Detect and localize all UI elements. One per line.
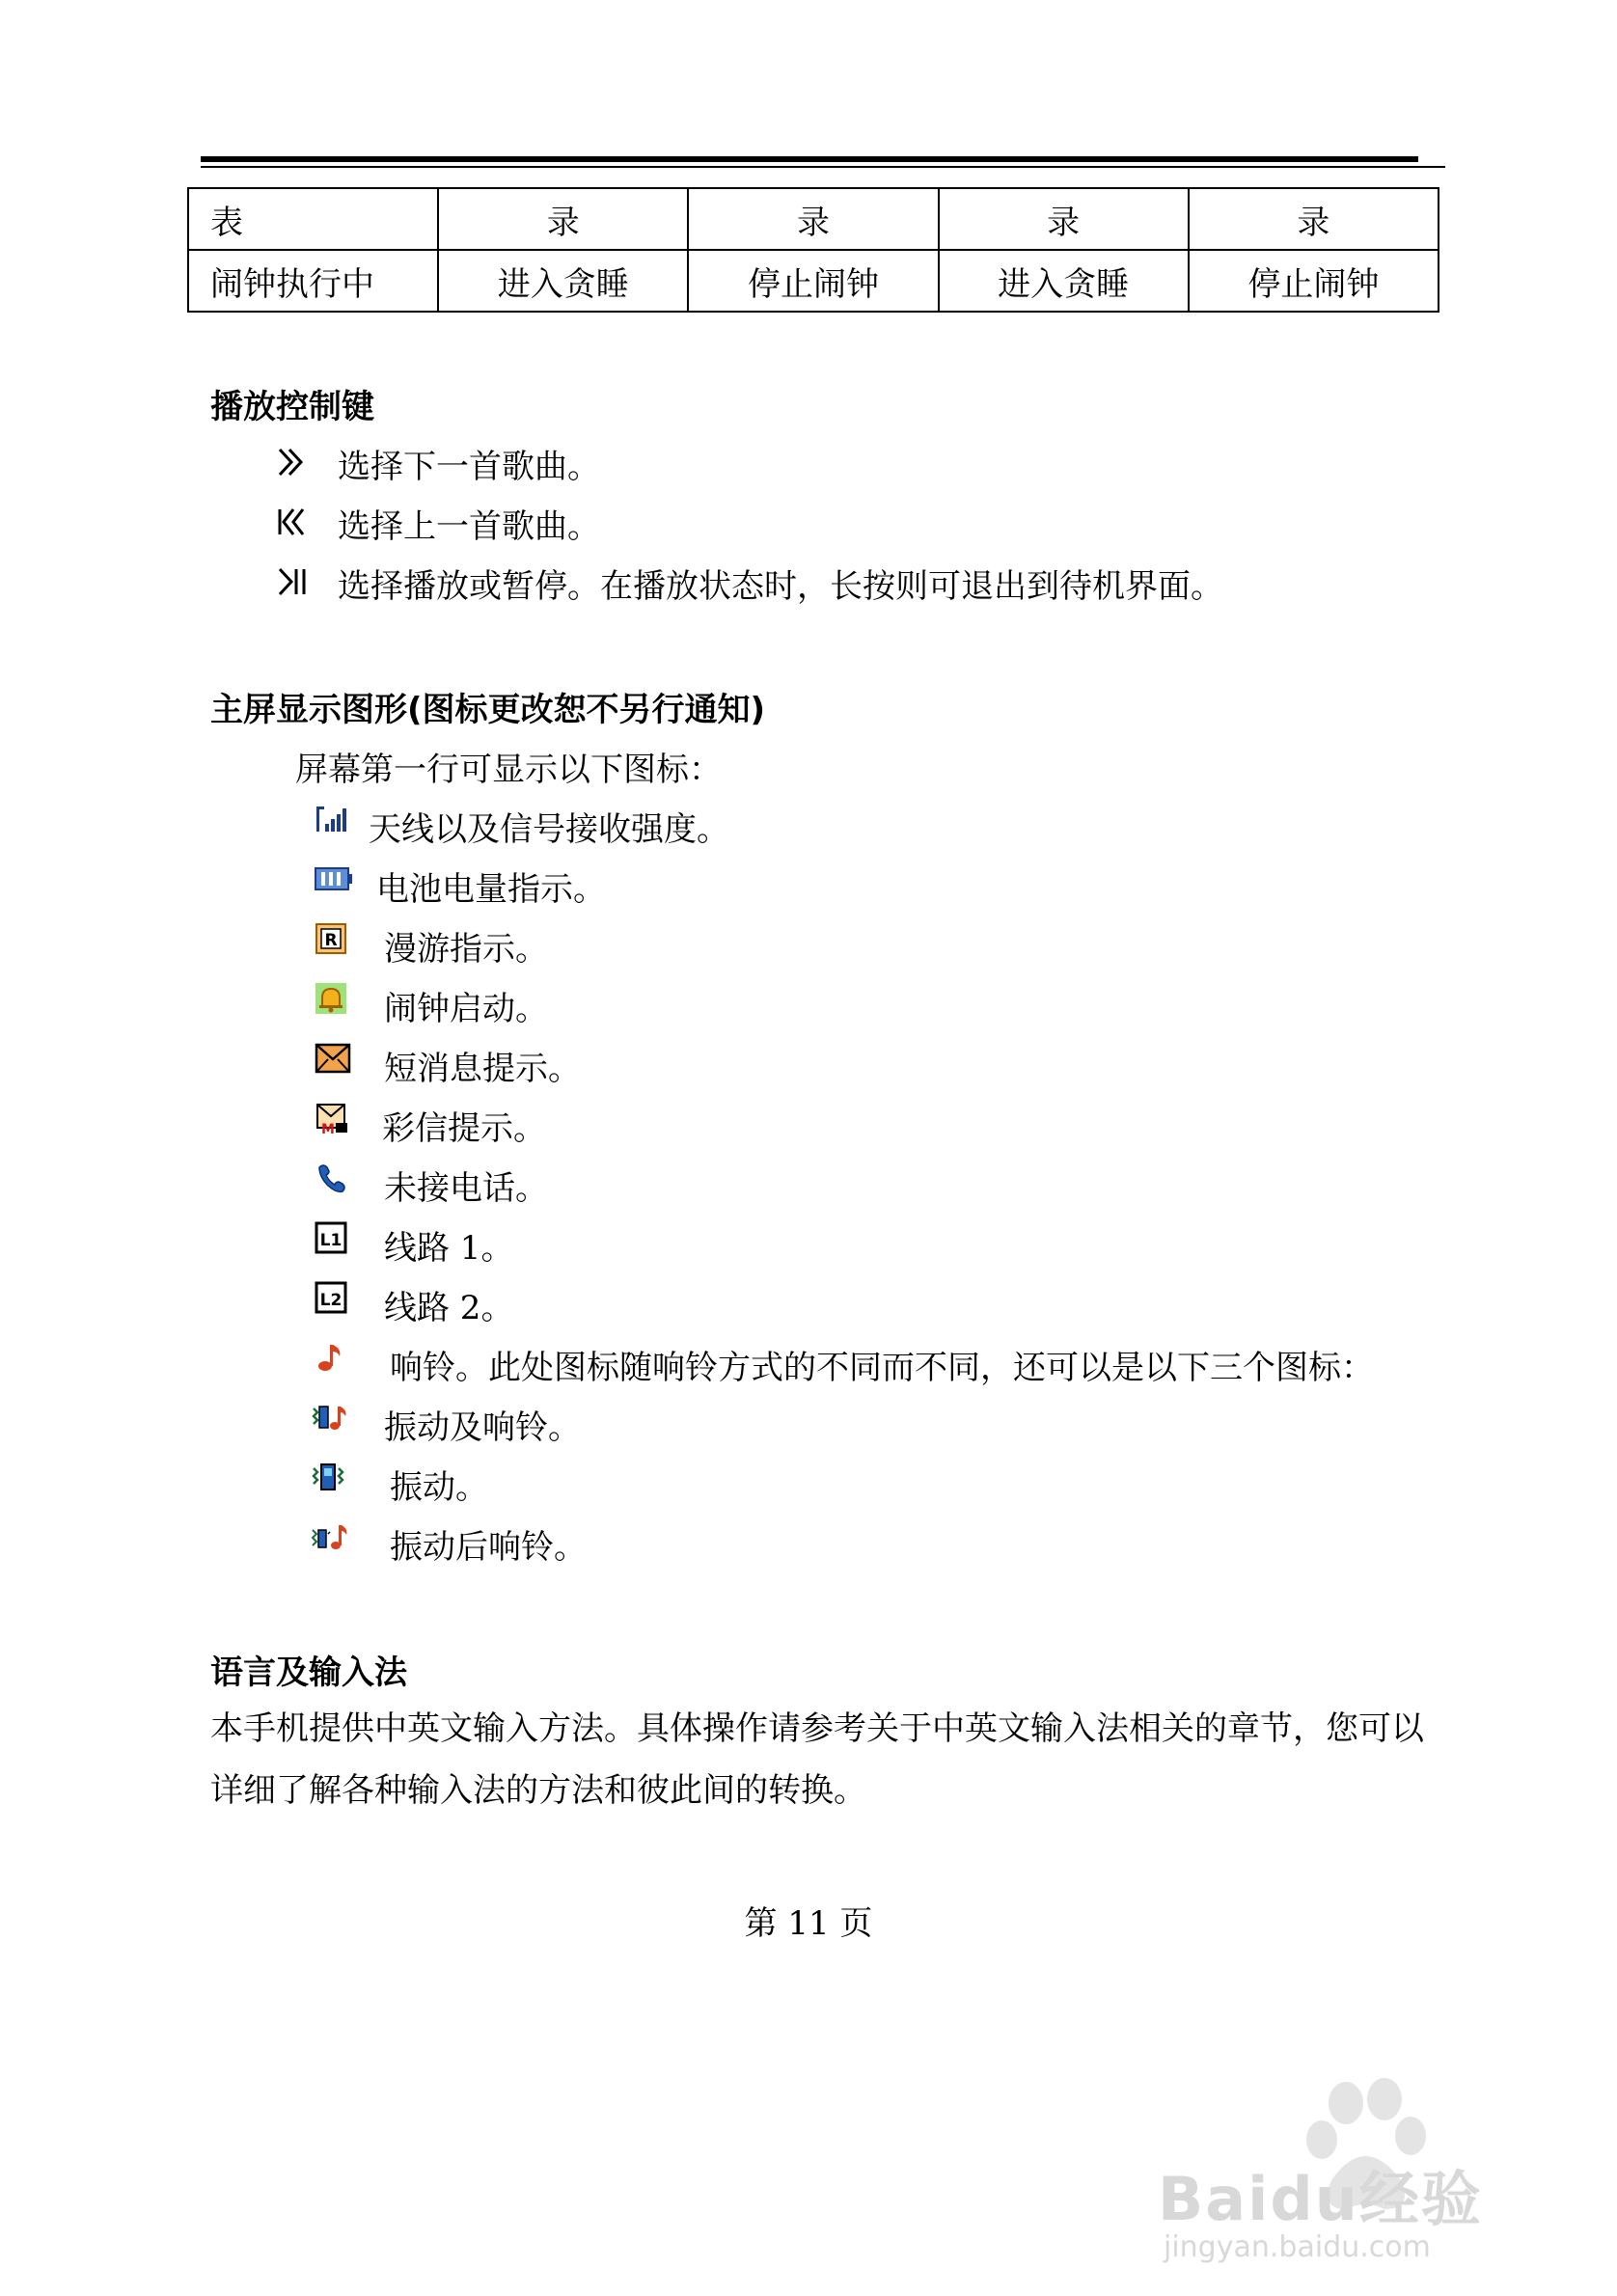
ring-note-icon bbox=[315, 1341, 347, 1374]
list-item: 振动。 bbox=[390, 1468, 488, 1507]
list-item: 选择下一首歌曲。 bbox=[338, 448, 600, 486]
playback-heading: 播放控制键 bbox=[210, 388, 374, 426]
table-cell: 录 bbox=[1189, 188, 1439, 250]
home-screen-intro: 屏幕第一行可显示以下图标： bbox=[295, 751, 722, 789]
list-item: 振动后响铃。 bbox=[390, 1528, 587, 1567]
next-track-icon bbox=[276, 446, 309, 478]
line-2-icon bbox=[315, 1281, 347, 1314]
table-cell: 录 bbox=[688, 188, 938, 250]
alarm-bell-icon bbox=[315, 982, 347, 1015]
table-cell: 录 bbox=[939, 188, 1189, 250]
list-item: 选择播放或暂停。在播放状态时，长按则可退出到待机界面。 bbox=[338, 567, 1223, 606]
list-item: 电池电量指示。 bbox=[376, 870, 606, 909]
svg-text:M: M bbox=[321, 1122, 335, 1134]
list-item: 线路 2。 bbox=[384, 1289, 514, 1327]
line-1-icon bbox=[315, 1221, 347, 1254]
mms-envelope-icon bbox=[315, 1102, 349, 1134]
signal-strength-icon bbox=[315, 803, 347, 835]
list-item: 响铃。此处图标随响铃方式的不同而不同，还可以是以下三个图标： bbox=[390, 1349, 1374, 1387]
language-heading: 语言及输入法 bbox=[210, 1654, 407, 1692]
list-item: 短消息提示。 bbox=[384, 1050, 581, 1088]
battery-icon bbox=[315, 862, 353, 895]
roaming-icon bbox=[315, 922, 347, 955]
list-item: 选择上一首歌曲。 bbox=[338, 507, 600, 546]
svg-text:L1: L1 bbox=[319, 1231, 343, 1250]
list-item: 未接电话。 bbox=[384, 1169, 548, 1208]
table-cell: 闹钟执行中 bbox=[188, 250, 438, 312]
language-paragraph: 本手机提供中英文输入方法。具体操作请参考关于中英文输入法相关的章节，您可以详细了解各种输入法的方法和彼此间的转换。 bbox=[210, 1709, 1424, 1810]
list-item: 线路 1。 bbox=[384, 1229, 514, 1268]
table-cell: 停止闹钟 bbox=[688, 250, 938, 312]
vibrate-and-ring-icon bbox=[311, 1401, 349, 1434]
watermark-brand: Baidu经验 bbox=[1158, 2164, 1483, 2234]
watermark-url: jingyan.baidu.com bbox=[1164, 2230, 1431, 2264]
table-cell: 录 bbox=[438, 188, 688, 250]
vibrate-then-ring-icon bbox=[311, 1520, 349, 1553]
page-number: 第 11 页 bbox=[744, 1904, 873, 1943]
svg-text:R: R bbox=[324, 931, 338, 950]
key-function-table bbox=[187, 187, 1439, 313]
table-cell: 进入贪睡 bbox=[438, 250, 688, 312]
svg-text:L2: L2 bbox=[319, 1291, 343, 1310]
list-item: 彩信提示。 bbox=[382, 1109, 546, 1148]
list-item: 闹钟启动。 bbox=[384, 990, 548, 1028]
header-rule-thin bbox=[201, 166, 1445, 168]
play-pause-icon bbox=[276, 565, 309, 598]
missed-call-icon bbox=[315, 1162, 347, 1194]
table-cell: 停止闹钟 bbox=[1189, 250, 1439, 312]
table-cell: 表 bbox=[188, 188, 438, 250]
list-item: 振动及响铃。 bbox=[384, 1408, 581, 1447]
table-row bbox=[188, 250, 1439, 312]
vibrate-icon bbox=[311, 1461, 349, 1493]
table-cell: 进入贪睡 bbox=[939, 250, 1189, 312]
list-item: 漫游指示。 bbox=[384, 930, 548, 969]
list-item: 天线以及信号接收强度。 bbox=[369, 810, 729, 849]
header-rule-thick bbox=[201, 156, 1418, 162]
home-screen-heading: 主屏显示图形(图标更改恕不另行通知) bbox=[210, 691, 766, 729]
sms-envelope-icon bbox=[315, 1042, 351, 1075]
table-row bbox=[188, 188, 1439, 250]
previous-track-icon bbox=[276, 506, 309, 538]
